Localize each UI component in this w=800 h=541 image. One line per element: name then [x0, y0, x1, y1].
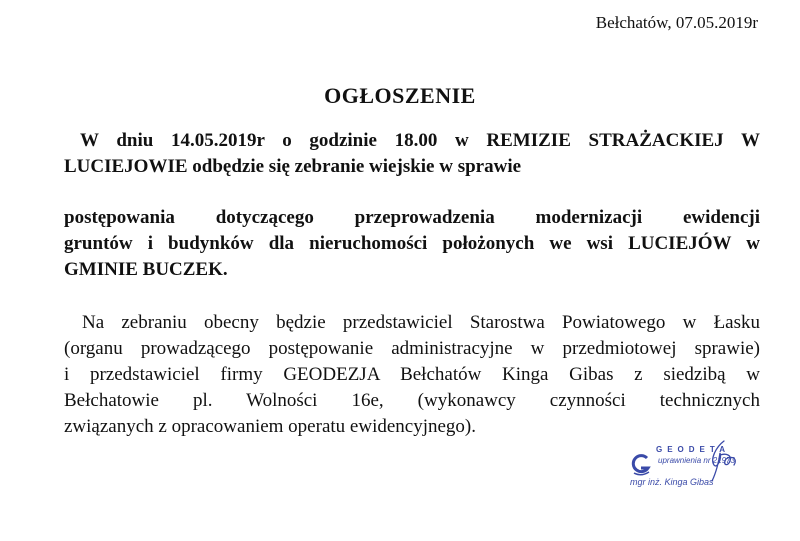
paragraph-line: Na zebraniu obecny będzie przedstawiciel Starostwa Powiatowego w Łasku [82, 312, 760, 333]
paragraph-line: (organu prowadzącego postępowanie administracyjne w przedmiotowej sprawie) [64, 338, 760, 359]
announcement-paragraph-2 [64, 205, 760, 283]
paragraph-line: LUCIEJOWIE odbędzie się zebranie wiejskie w sprawie [64, 156, 522, 177]
geodesy-logo-icon [630, 453, 652, 477]
document-title: OGŁOSZENIE [324, 83, 476, 108]
surveyor-stamp [628, 445, 748, 495]
paragraph-line: związanych z opracowaniem operatu ewidencyjnego). [64, 416, 476, 437]
paragraph-line: gruntów i budynków dla nieruchomości położonych we wsi LUCIEJÓW w [64, 233, 760, 254]
paragraph-line: i przedstawiciel firmy GEODEZJA Bełchatów Kinga Gibas z siedzibą w [64, 364, 760, 385]
paragraph-line: W dniu 14.05.2019r o godzinie 18.00 w REMIZIE STRAŻACKIEJ W [80, 130, 760, 151]
stamp-license: uprawnienia nr 21973 [658, 456, 735, 465]
stamp-name: mgr inż. Kinga Gibas [630, 477, 714, 487]
document-date: Bełchatów, 07.05.2019r [595, 13, 758, 32]
stamp-company: GEODETA [656, 445, 730, 454]
paragraph-line: Bełchatowie pl. Wolności 16e, (wykonawcy czynności technicznych [64, 390, 760, 411]
handwritten-signature [686, 437, 746, 487]
announcement-paragraph-3 [64, 310, 760, 440]
paragraph-line: postępowania dotyczącego przeprowadzenia modernizacji ewidencji [64, 207, 760, 228]
paragraph-line: GMINIE BUCZEK. [64, 259, 228, 280]
announcement-paragraph-1 [64, 128, 760, 180]
